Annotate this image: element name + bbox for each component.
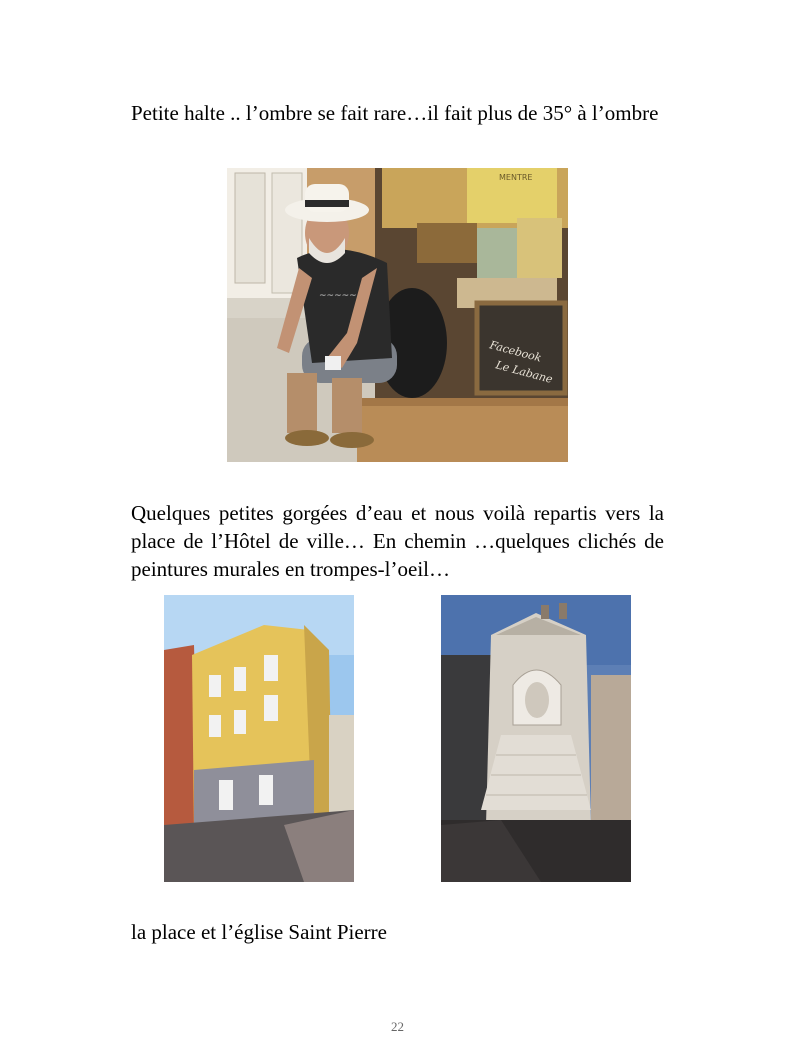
paragraph-1: Petite halte .. l’ombre se fait rare…il fait plus de 35° à l’ombre [131, 101, 659, 125]
photo-church-staircase-mural [441, 595, 631, 882]
paragraph-2: Quelques petites gorgées d’eau et nous voilà repartis vers la place de l’Hôtel de ville… En chemin …quelques clichés de peintures murales en trompes-l’oeil… [131, 501, 664, 581]
shop-sign-text: MENTRE [499, 173, 533, 182]
chalkboard-text-2: Le Labane [494, 358, 554, 387]
page-number: 22 [391, 1019, 404, 1034]
paragraph-3: la place et l’église Saint Pierre [131, 920, 387, 944]
photo-man-sitting-by-shop [227, 168, 568, 462]
chalkboard-text-1: Facebook [488, 338, 543, 365]
svg-text:~~~~~: ~~~~~ [319, 291, 357, 301]
photo-yellow-building-mural [164, 595, 354, 882]
